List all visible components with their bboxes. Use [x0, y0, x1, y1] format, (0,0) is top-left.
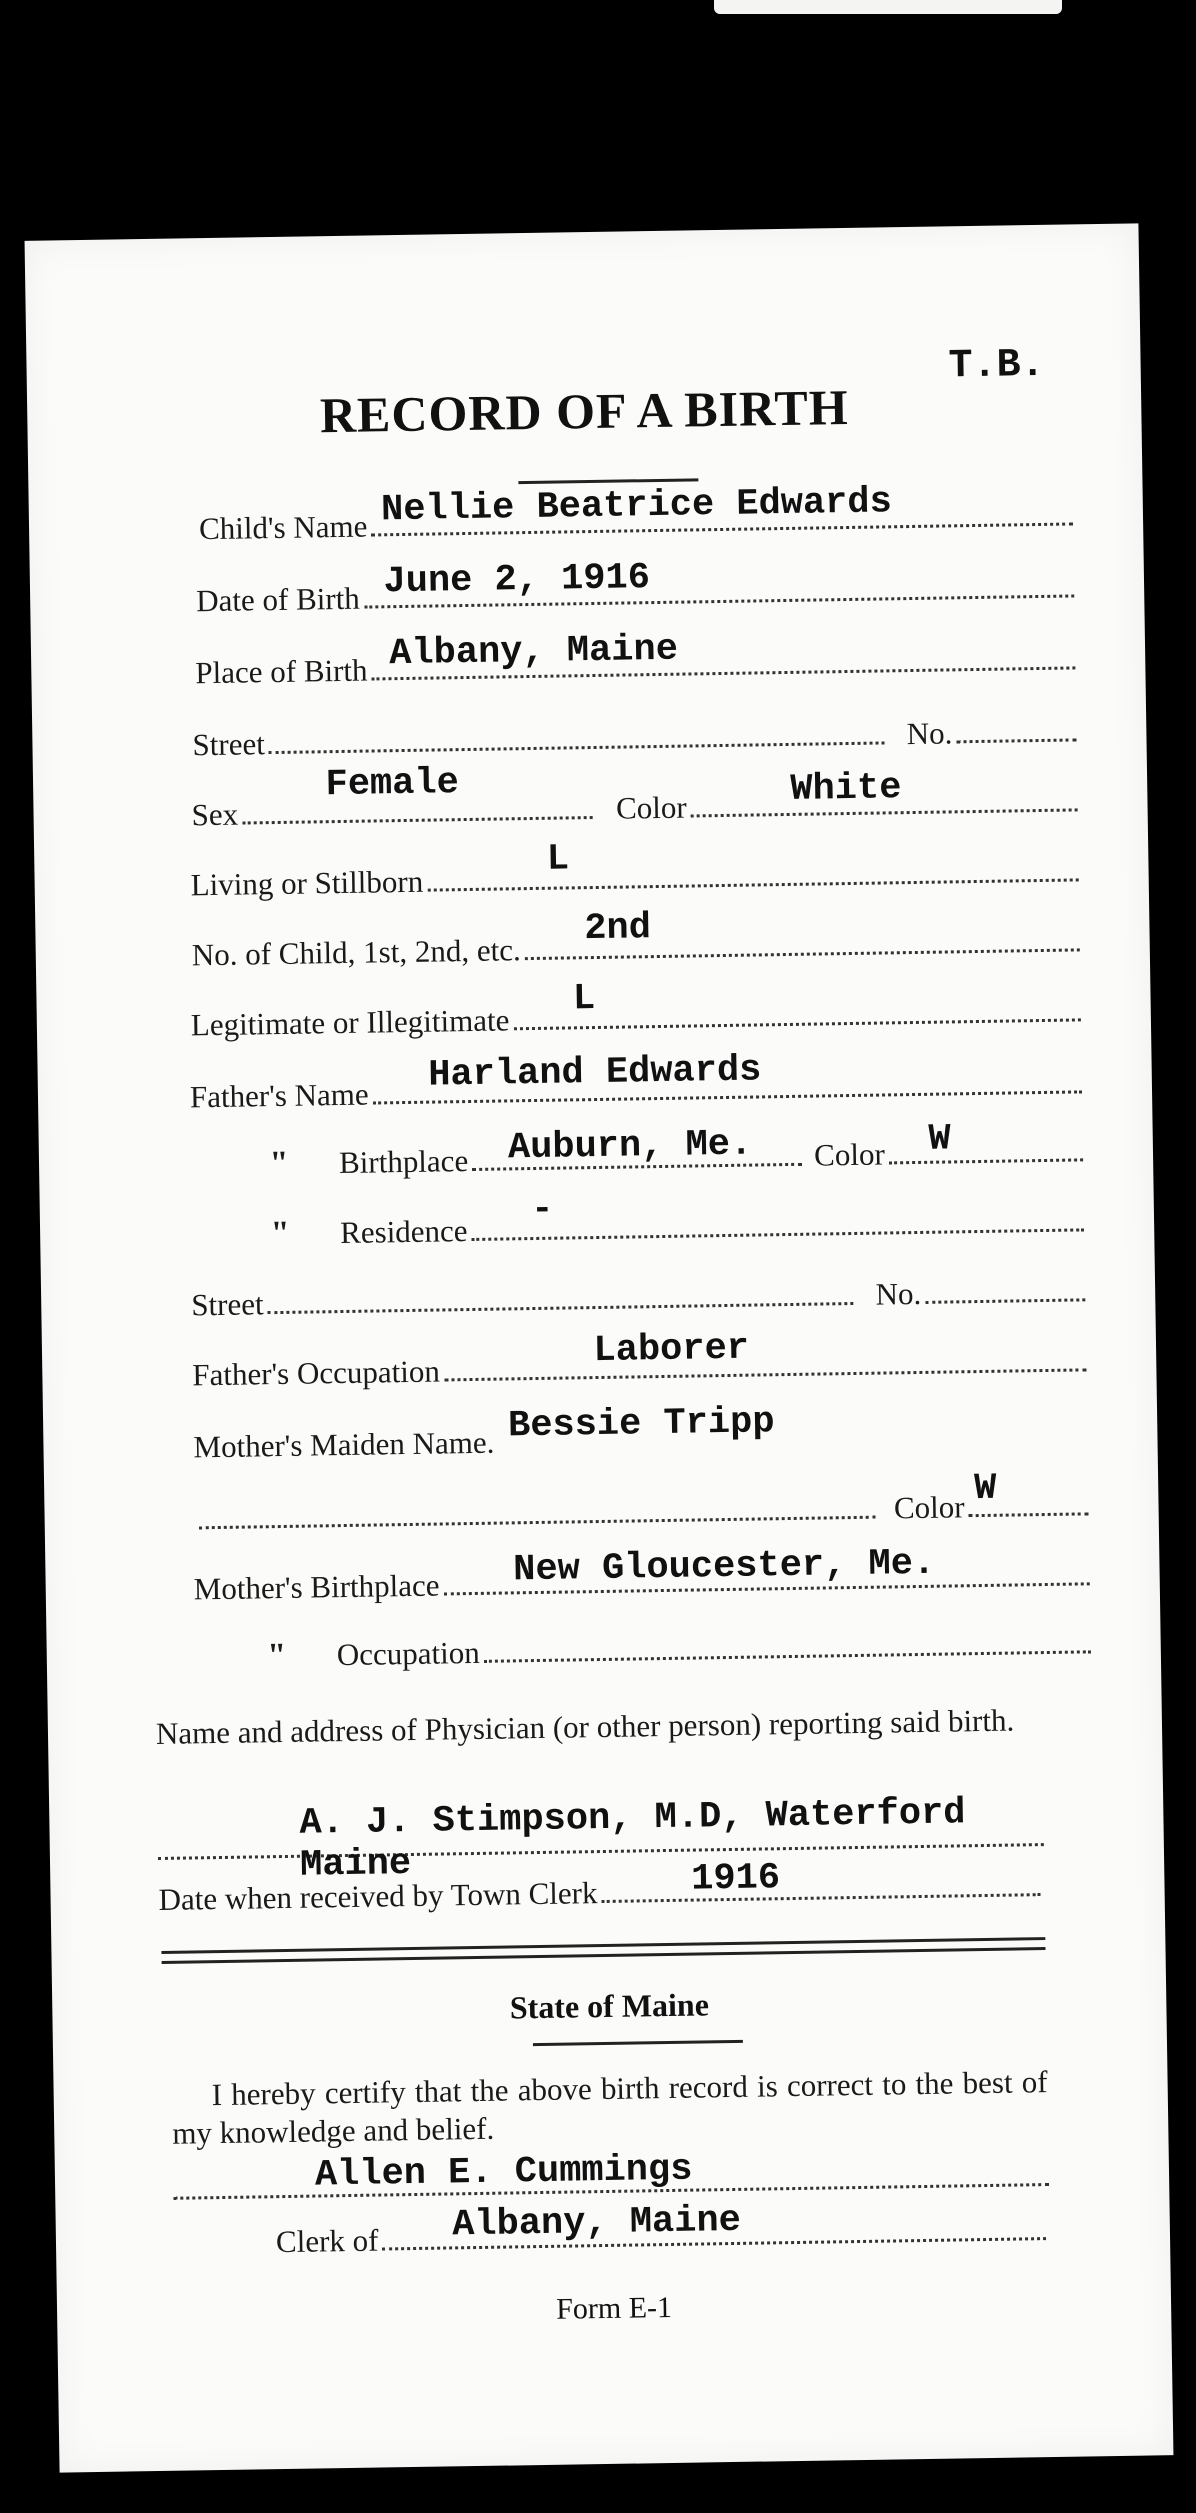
value-color: White: [790, 767, 902, 811]
label-place-of-birth: Place of Birth: [195, 652, 368, 691]
form-id: Form E-1: [555, 2290, 673, 2326]
row-clerk-of: [56, 2199, 1171, 2284]
label-mothers-birthplace: Mother's Birthplace: [193, 1567, 440, 1607]
value-father-residence: -: [530, 1188, 554, 1232]
document-title: RECORD OF A BIRTH: [319, 378, 850, 444]
value-mothers-maiden-name: Bessie Tripp: [507, 1401, 775, 1448]
field-date-received: [601, 1857, 1041, 1903]
row-place-of-birth: [31, 628, 1146, 714]
label-mothers-maiden-name: Mother's Maiden Name.: [193, 1424, 495, 1465]
field-living-or-stillborn: [427, 838, 1079, 891]
certification-divider: [533, 2040, 743, 2046]
label-date-of-birth: Date of Birth: [195, 580, 361, 619]
label-fathers-occupation: Father's Occupation: [192, 1353, 441, 1393]
label-father-color: Color: [813, 1136, 886, 1173]
field-clerk-town: [382, 2199, 1046, 2250]
certification-heading: State of Maine: [509, 1986, 710, 2026]
label-mother-color: Color: [893, 1489, 965, 1526]
label-occupation: Occupation: [336, 1634, 480, 1673]
value-date-received: 1916: [690, 1857, 781, 1901]
value-childs-name: Nellie Beatrice Edwards: [380, 481, 893, 532]
field-sex: [242, 762, 592, 824]
row-mother-occupation: [46, 1621, 1161, 1698]
row-sex-color: [33, 762, 1148, 856]
label-birthplace: Birthplace: [338, 1143, 469, 1181]
value-place-of-birth: Albany, Maine: [388, 628, 679, 676]
field-childs-name: [371, 481, 1073, 536]
value-physician-line2: Maine: [299, 1843, 412, 1887]
field-fathers-occupation: [444, 1327, 1087, 1381]
field-fathers-name: [372, 1049, 1082, 1104]
row-street: [32, 709, 1147, 786]
field-father-residence: [471, 1188, 1084, 1241]
field-no: [956, 710, 1076, 743]
label-street: Street: [192, 726, 266, 763]
label-no-of-child: No. of Child, 1st, 2nd, etc.: [191, 932, 521, 973]
top-paper-edge: [714, 0, 1062, 14]
field-legitimate: [513, 978, 1081, 1030]
label-date-received: Date when received by Town Clerk: [158, 1875, 598, 1917]
ditto-mark: ": [270, 1214, 290, 1253]
value-father-color: W: [928, 1118, 952, 1161]
certification-text: I hereby certify that the above birth record is correct to the best of my knowledge and belief.: [172, 2064, 1048, 2151]
field-street: [268, 713, 884, 754]
field-father-birthplace: [472, 1123, 802, 1171]
label-legitimate: Legitimate or Illegitimate: [190, 1002, 510, 1043]
label-no: No.: [875, 1275, 922, 1312]
label-residence: Residence: [339, 1213, 468, 1251]
label-fathers-name: Father's Name: [189, 1076, 369, 1115]
value-fathers-occupation: Laborer: [593, 1327, 750, 1373]
value-clerk-signature: Allen E. Cummings: [314, 2148, 693, 2197]
field-date-of-birth: [363, 557, 1074, 608]
field-father-street: [267, 1274, 853, 1314]
ditto-mark: ": [267, 1636, 287, 1675]
field-mothers-birthplace: [443, 1542, 1090, 1595]
value-father-birthplace: Auburn, Me.: [507, 1123, 753, 1170]
label-childs-name: Child's Name: [198, 508, 368, 547]
label-living-or-stillborn: Living or Stillborn: [190, 863, 424, 903]
title-divider: [518, 478, 698, 484]
value-living-or-stillborn: L: [546, 838, 570, 881]
field-mothers-name-continued: [198, 1488, 876, 1530]
label-clerk-of: Clerk of: [275, 2222, 379, 2260]
label-sex: Sex: [191, 796, 239, 833]
row-father-birthplace: [39, 1118, 1154, 1206]
value-sex: Female: [325, 762, 460, 807]
field-color: [690, 767, 1077, 817]
value-mother-color: W: [973, 1467, 997, 1511]
value-fathers-name: Harland Edwards: [427, 1049, 762, 1097]
value-physician-line1: A. J. Stimpson, M.D, Waterford: [299, 1792, 966, 1845]
field-father-color: [888, 1118, 1083, 1164]
label-color: Color: [615, 789, 687, 826]
field-no-of-child: [524, 907, 1079, 960]
value-no-of-child: 2nd: [584, 907, 652, 951]
row-mothers-birthplace: [45, 1542, 1160, 1630]
physician-instructions: Name and address of Physician (or other person) reporting said birth.: [155, 1702, 1015, 1752]
field-mother-occupation: [483, 1622, 1091, 1663]
ditto-mark: ": [269, 1144, 289, 1183]
label-no: No.: [906, 715, 953, 752]
value-legitimate: L: [572, 978, 596, 1021]
row-date-received: [50, 1857, 1165, 1940]
field-father-street-no: [925, 1270, 1085, 1304]
value-clerk-town: Albany, Maine: [451, 2199, 742, 2247]
value-mothers-birthplace: New Gloucester, Me.: [512, 1542, 936, 1592]
field-mother-color: [968, 1467, 1088, 1517]
label-street: Street: [190, 1286, 264, 1323]
field-place-of-birth: [371, 628, 1075, 680]
birth-record-card: [25, 223, 1174, 2472]
corner-mark: T.B.: [948, 342, 1045, 390]
value-date-of-birth: June 2, 1916: [383, 557, 651, 604]
row-father-residence: [40, 1188, 1155, 1276]
field-mothers-maiden-name: [498, 1401, 1088, 1452]
